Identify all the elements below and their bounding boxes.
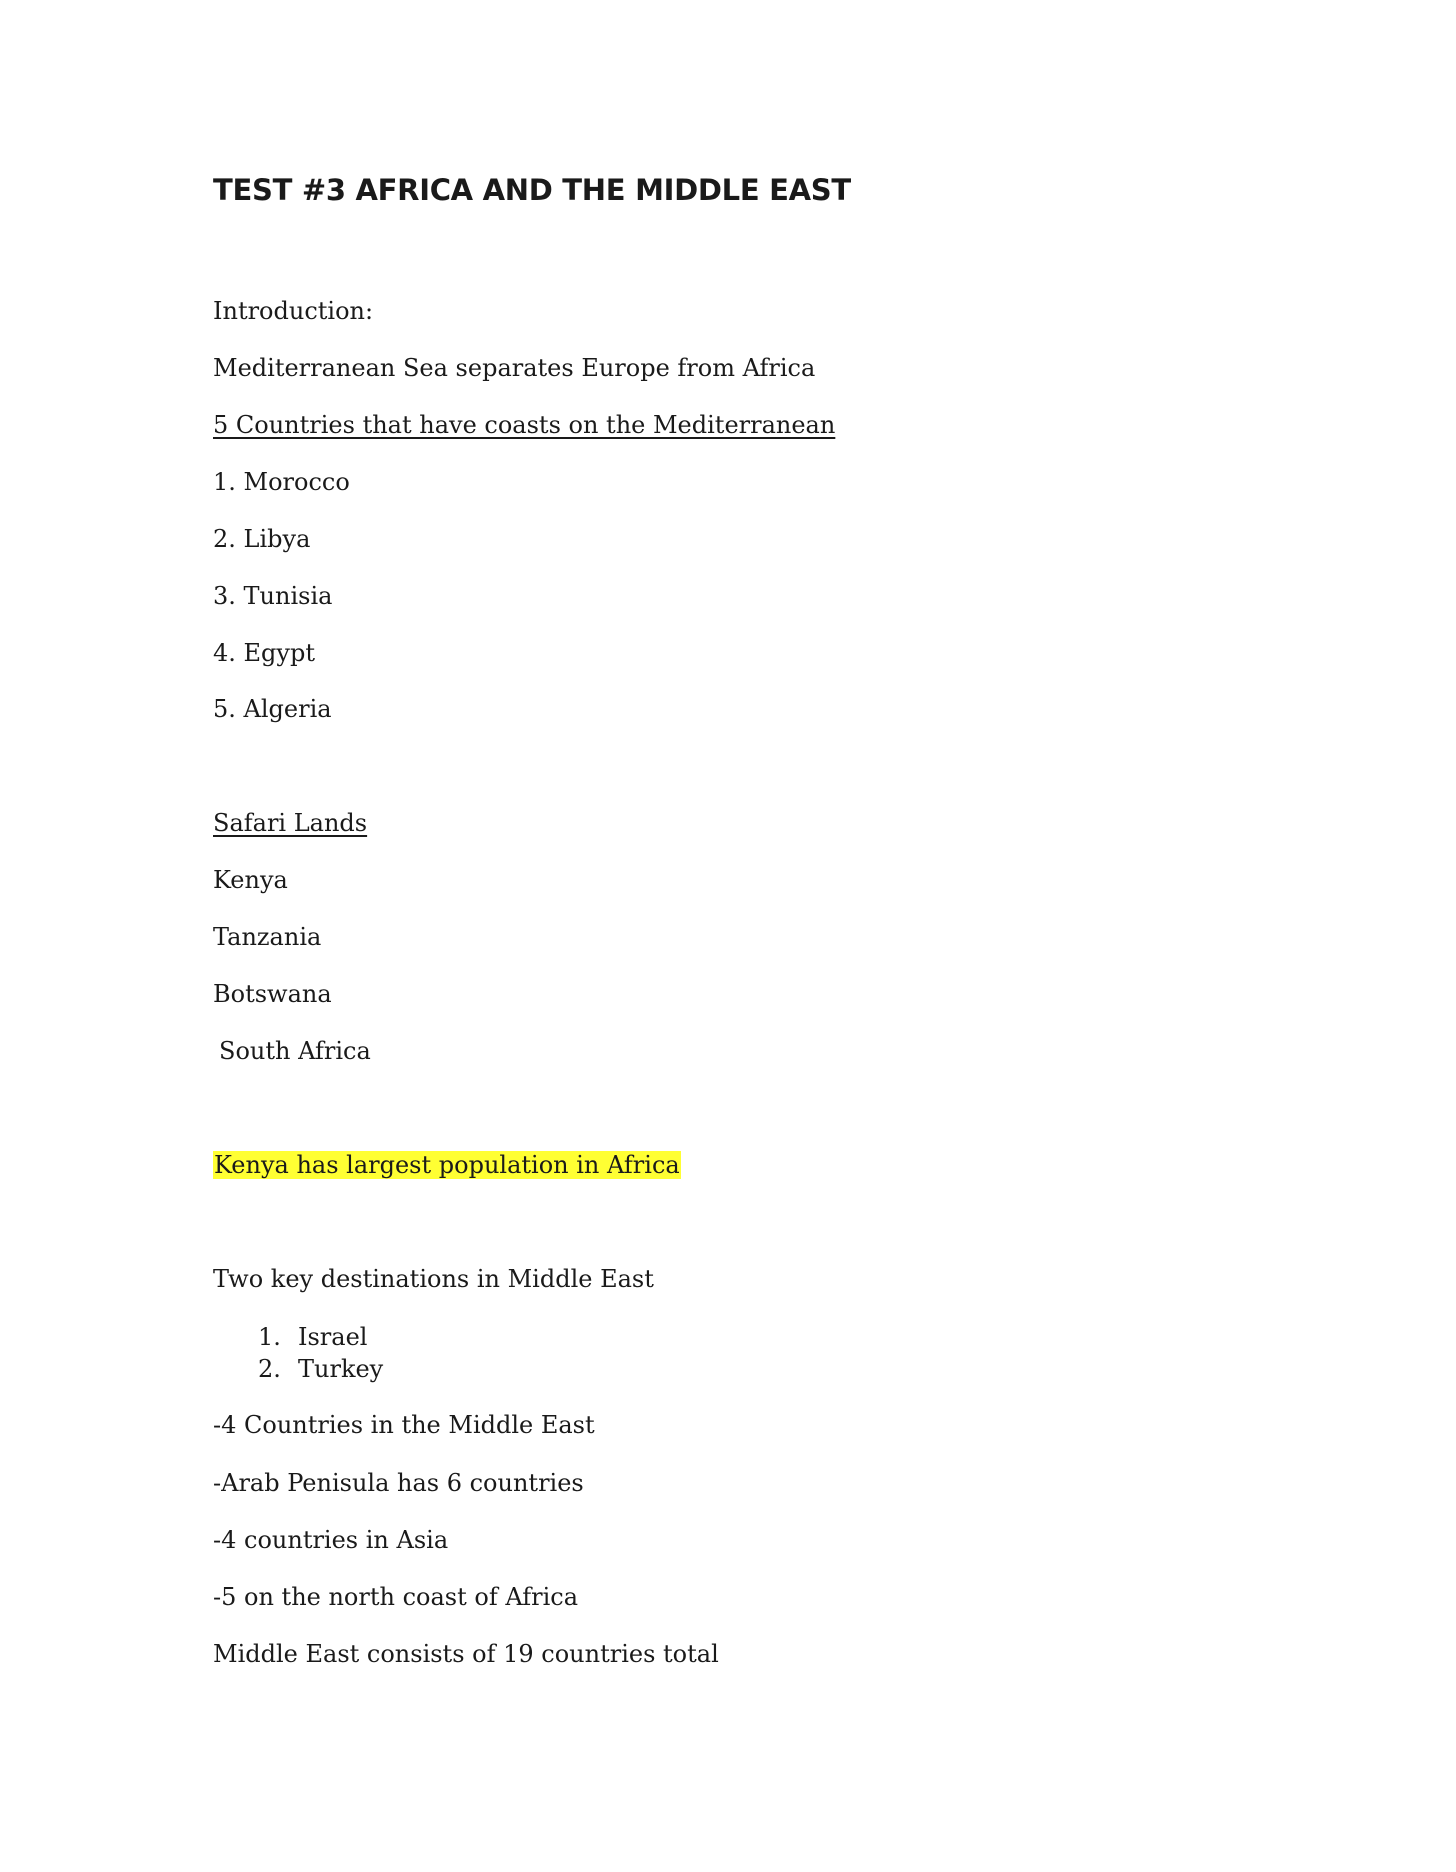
ordered-list-number: 2.	[258, 1355, 281, 1383]
list-item: 4. Egypt	[213, 639, 315, 667]
fact-line: -4 Countries in the Middle East	[213, 1411, 595, 1439]
ordered-list-number: 1.	[258, 1323, 281, 1351]
list-item: 3. Tunisia	[213, 582, 333, 610]
list-item: Tanzania	[213, 923, 322, 951]
mediterranean-heading: 5 Countries that have coasts on the Mediterranean	[213, 411, 836, 439]
list-item: 2. Libya	[213, 525, 311, 553]
fact-line: Middle East consists of 19 countries total	[213, 1640, 719, 1668]
list-item: South Africa	[219, 1037, 371, 1065]
ordered-list-item: Turkey	[298, 1355, 384, 1383]
highlight-text: Kenya has largest population in Africa	[214, 1151, 680, 1179]
fact-line: -5 on the north coast of Africa	[213, 1583, 579, 1611]
intro-sentence: Mediterranean Sea separates Europe from Africa	[213, 354, 816, 382]
ordered-list-item: Israel	[298, 1323, 368, 1351]
list-item: 1. Morocco	[213, 468, 350, 496]
document-title: TEST #3 AFRICA AND THE MIDDLE EAST	[213, 173, 851, 207]
safari-heading: Safari Lands	[213, 809, 368, 837]
list-item: Kenya	[213, 866, 288, 894]
list-item: Botswana	[213, 980, 332, 1008]
fact-line: -4 countries in Asia	[213, 1526, 449, 1554]
middle-east-heading: Two key destinations in Middle East	[213, 1265, 654, 1293]
highlighted-note	[213, 1150, 681, 1180]
list-item: 5. Algeria	[213, 695, 332, 723]
introduction-label: Introduction:	[213, 297, 374, 325]
fact-line: -Arab Penisula has 6 countries	[213, 1469, 584, 1497]
